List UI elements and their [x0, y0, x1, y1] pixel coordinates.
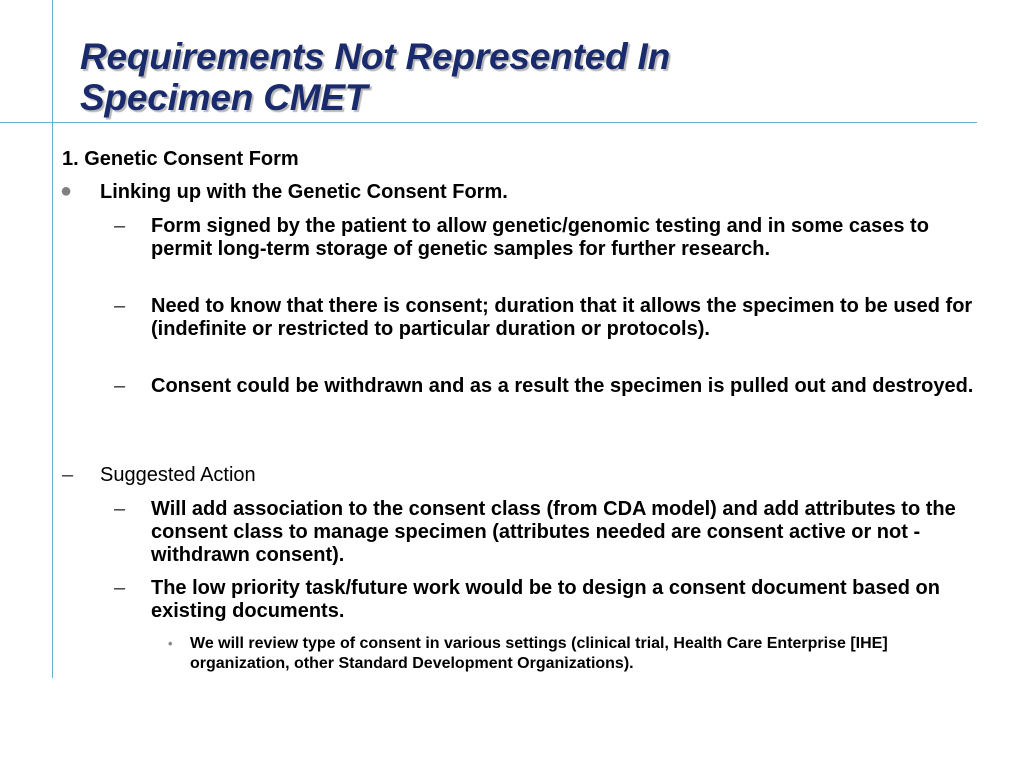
list-item-text: Consent could be withdrawn and as a result the specimen is pulled out and destroyed. [151, 375, 974, 397]
dash-marker-icon: – [114, 577, 126, 599]
dash-marker-icon: – [114, 295, 126, 317]
list-item [114, 375, 986, 398]
list-item-text: The low priority task/future work would be to design a consent document based on existing documents. [151, 577, 940, 622]
dash-marker-icon: – [114, 375, 126, 397]
slide-title-line-2: Specimen CMET [80, 77, 368, 118]
list-item-text: Form signed by the patient to allow genetic/genomic testing and in some cases to permit long-term storage of genetic samples for further research. [151, 215, 929, 260]
list-item-text: Linking up with the Genetic Consent Form. [100, 181, 508, 203]
list-item [62, 464, 980, 487]
list-item [168, 634, 980, 674]
title-divider [0, 122, 977, 123]
slide-title [80, 36, 670, 118]
list-item-text: Will add association to the consent class (from CDA model) and add attributes to the consent class to manage specimen (attributes needed are consent active or not -withdrawn consent). [151, 498, 956, 566]
list-item [114, 295, 986, 341]
list-item [114, 215, 986, 261]
list-item [114, 498, 986, 567]
dash-marker-icon: – [114, 498, 126, 520]
dash-marker-icon: – [114, 215, 126, 237]
list-item-text: Need to know that there is consent; duration that it allows the specimen to be used for (indefinite or restricted to particular duration or protocols). [151, 295, 973, 340]
list-item [114, 577, 986, 623]
vertical-rule [52, 0, 53, 678]
slide-title-line-1: Requirements Not Represented In [80, 36, 671, 77]
dash-marker-icon: – [62, 464, 74, 486]
bullet-dot-icon: ● [60, 180, 73, 202]
bullet-small-icon: • [168, 636, 173, 651]
list-item-text: We will review type of consent in various settings (clinical trial, Health Care Enterprise [IHE] organization, other Standard Development Organizations). [190, 635, 888, 672]
section-heading: 1. Genetic Consent Form [62, 148, 299, 170]
list-item [60, 180, 980, 204]
list-item-text: Suggested Action [100, 464, 256, 486]
